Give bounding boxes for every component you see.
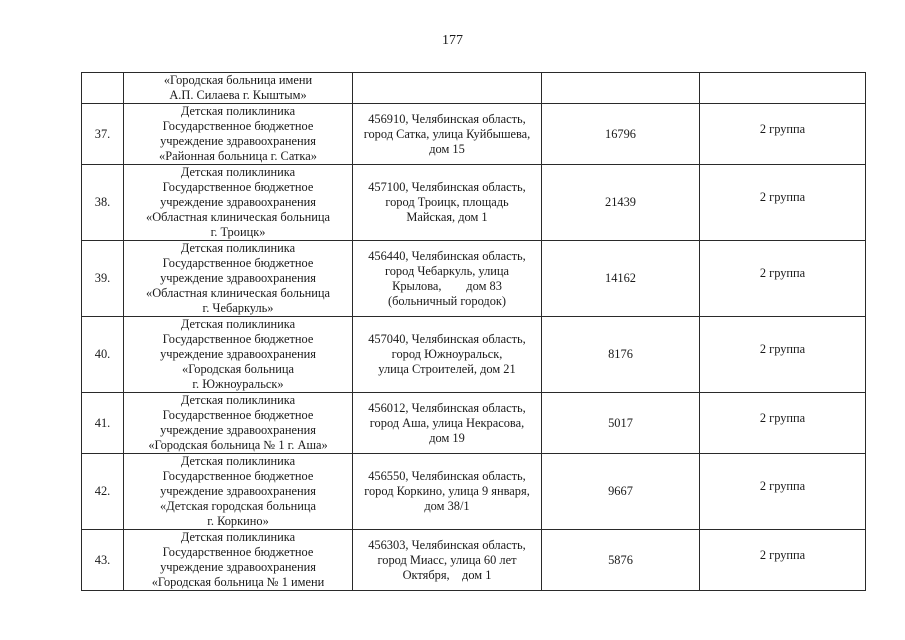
- institution-name-line: Детская поликлиника: [180, 393, 296, 407]
- institution-name-line: Детская поликлиника: [180, 104, 296, 118]
- row-number: 37.: [82, 104, 124, 165]
- institution-name-line: Государственное бюджетное: [162, 119, 314, 133]
- row-number: 43.: [82, 530, 124, 591]
- address: [353, 393, 542, 454]
- population-count: 9667: [542, 454, 700, 530]
- institution-name-line: учреждение здравоохранения: [160, 271, 316, 285]
- table-row: [82, 454, 866, 530]
- address-line: 456910, Челябинская область,: [368, 111, 526, 126]
- institution-name-line: «Областная клиническая больница: [146, 286, 330, 300]
- address-line: 456303, Челябинская область,: [368, 537, 526, 552]
- address-line: дом 38/1: [424, 499, 470, 513]
- group-category: [700, 393, 866, 454]
- row-number: 42.: [82, 454, 124, 530]
- institution-name-line: Детская поликлиника: [180, 165, 296, 179]
- address: [353, 530, 542, 591]
- address-line: Крылова, дом 83: [392, 278, 502, 293]
- address-line: дом 19: [429, 430, 465, 445]
- institution-name-line: учреждение здравоохранения: [160, 195, 316, 209]
- population-count: 21439: [542, 165, 700, 241]
- table-row: [82, 241, 866, 317]
- address-line: (больничный городок): [387, 293, 507, 308]
- table-row: [82, 530, 866, 591]
- institution-name-line: учреждение здравоохранения: [160, 484, 316, 498]
- address: [353, 104, 542, 165]
- institution-name: [124, 530, 353, 591]
- address-line: Майская, дом 1: [406, 210, 488, 224]
- group-label: 2 группа: [759, 479, 806, 493]
- group-label: 2 группа: [759, 410, 806, 425]
- row-number: 41.: [82, 393, 124, 454]
- institution-name: [124, 165, 353, 241]
- institution-name-line: «Городская больница: [182, 362, 294, 376]
- table-row: [82, 317, 866, 393]
- address-line: 457040, Челябинская область,: [368, 332, 526, 346]
- address: [353, 454, 542, 530]
- population-count: 5017: [542, 393, 700, 454]
- institution-name-line: Детская поликлиника: [180, 317, 296, 331]
- institution-name: [124, 317, 353, 393]
- address-line: 457100, Челябинская область,: [368, 180, 526, 194]
- population-count: 5876: [542, 530, 700, 591]
- institution-name-line: А.П. Силаева г. Кыштым»: [169, 88, 307, 102]
- address-line: 456012, Челябинская область,: [368, 400, 526, 415]
- group-label: 2 группа: [759, 342, 806, 356]
- institution-name-line: Государственное бюджетное: [162, 408, 314, 422]
- institution-name-line: Государственное бюджетное: [162, 469, 314, 483]
- institution-name-line: Детская поликлиника: [180, 530, 296, 544]
- address-line: город Сатка, улица Куйбышева,: [363, 126, 531, 141]
- group-label: 2 группа: [759, 121, 806, 136]
- address-line: 456550, Челябинская область,: [368, 469, 526, 483]
- table-row: [82, 73, 866, 104]
- row-number: 40.: [82, 317, 124, 393]
- group-category: [700, 241, 866, 317]
- institution-name-line: Государственное бюджетное: [162, 332, 314, 346]
- row-number: 38.: [82, 165, 124, 241]
- population-count: [542, 73, 700, 104]
- population-count: 8176: [542, 317, 700, 393]
- address: [353, 165, 542, 241]
- institution-name: [124, 104, 353, 165]
- group-category: [700, 73, 866, 104]
- institution-name-line: учреждение здравоохранения: [160, 134, 316, 148]
- group-category: [700, 104, 866, 165]
- institution-name-line: Детская поликлиника: [180, 454, 296, 468]
- institution-name: [124, 393, 353, 454]
- group-category: [700, 454, 866, 530]
- table-body: [82, 73, 866, 591]
- group-category: [700, 530, 866, 591]
- institution-name-line: г. Южноуральск»: [192, 377, 284, 391]
- institution-name-line: Государственное бюджетное: [162, 545, 314, 559]
- group-category: [700, 317, 866, 393]
- institution-name: [124, 241, 353, 317]
- institution-name-line: г. Коркино»: [207, 514, 269, 528]
- institution-name-line: г. Троицк»: [210, 225, 266, 239]
- address: [353, 317, 542, 393]
- institution-name-line: «Городская больница имени: [163, 73, 313, 87]
- group-label: 2 группа: [759, 266, 806, 280]
- address-line: город Миасс, улица 60 лет: [377, 552, 517, 567]
- institution-name-line: Детская поликлиника: [180, 241, 296, 255]
- address: [353, 241, 542, 317]
- group-category: [700, 165, 866, 241]
- institution-name-line: Государственное бюджетное: [162, 256, 314, 270]
- address-line: Октября, дом 1: [402, 567, 492, 582]
- institution-name-line: Государственное бюджетное: [162, 180, 314, 194]
- address-line: дом 15: [429, 141, 465, 156]
- address-line: 456440, Челябинская область,: [368, 248, 526, 263]
- institution-name-line: «Районная больница г. Сатка»: [159, 149, 317, 163]
- population-count: 14162: [542, 241, 700, 317]
- institution-name-line: учреждение здравоохранения: [160, 347, 316, 361]
- clinics-table: [81, 72, 866, 591]
- address-line: город Троицк, площадь: [385, 195, 509, 209]
- table-row: [82, 104, 866, 165]
- page-number: 177: [442, 33, 463, 48]
- institution-name: [124, 73, 353, 104]
- address-line: город Коркино, улица 9 января,: [364, 484, 530, 498]
- institution-name-line: учреждение здравоохранения: [160, 560, 316, 574]
- table-row: [82, 393, 866, 454]
- institution-name-line: учреждение здравоохранения: [160, 423, 316, 437]
- institution-name-line: «Детская городская больница: [160, 499, 316, 513]
- row-number: [82, 73, 124, 104]
- address-line: город Аша, улица Некрасова,: [369, 415, 525, 430]
- address-line: улица Строителей, дом 21: [378, 362, 516, 376]
- address-line: город Чебаркуль, улица: [384, 263, 510, 278]
- institution-name-line: «Городская больница № 1 г. Аша»: [148, 438, 328, 452]
- institution-name-line: г. Чебаркуль»: [202, 301, 274, 315]
- institution-name: [124, 454, 353, 530]
- row-number: 39.: [82, 241, 124, 317]
- address-line: город Южноуральск,: [391, 347, 503, 361]
- group-label: 2 группа: [759, 547, 806, 562]
- table-row: [82, 165, 866, 241]
- institution-name-line: «Областная клиническая больница: [146, 210, 330, 224]
- group-label: 2 группа: [759, 190, 806, 204]
- population-count: 16796: [542, 104, 700, 165]
- address: [353, 73, 542, 104]
- institution-name-line: «Городская больница № 1 имени: [151, 575, 325, 589]
